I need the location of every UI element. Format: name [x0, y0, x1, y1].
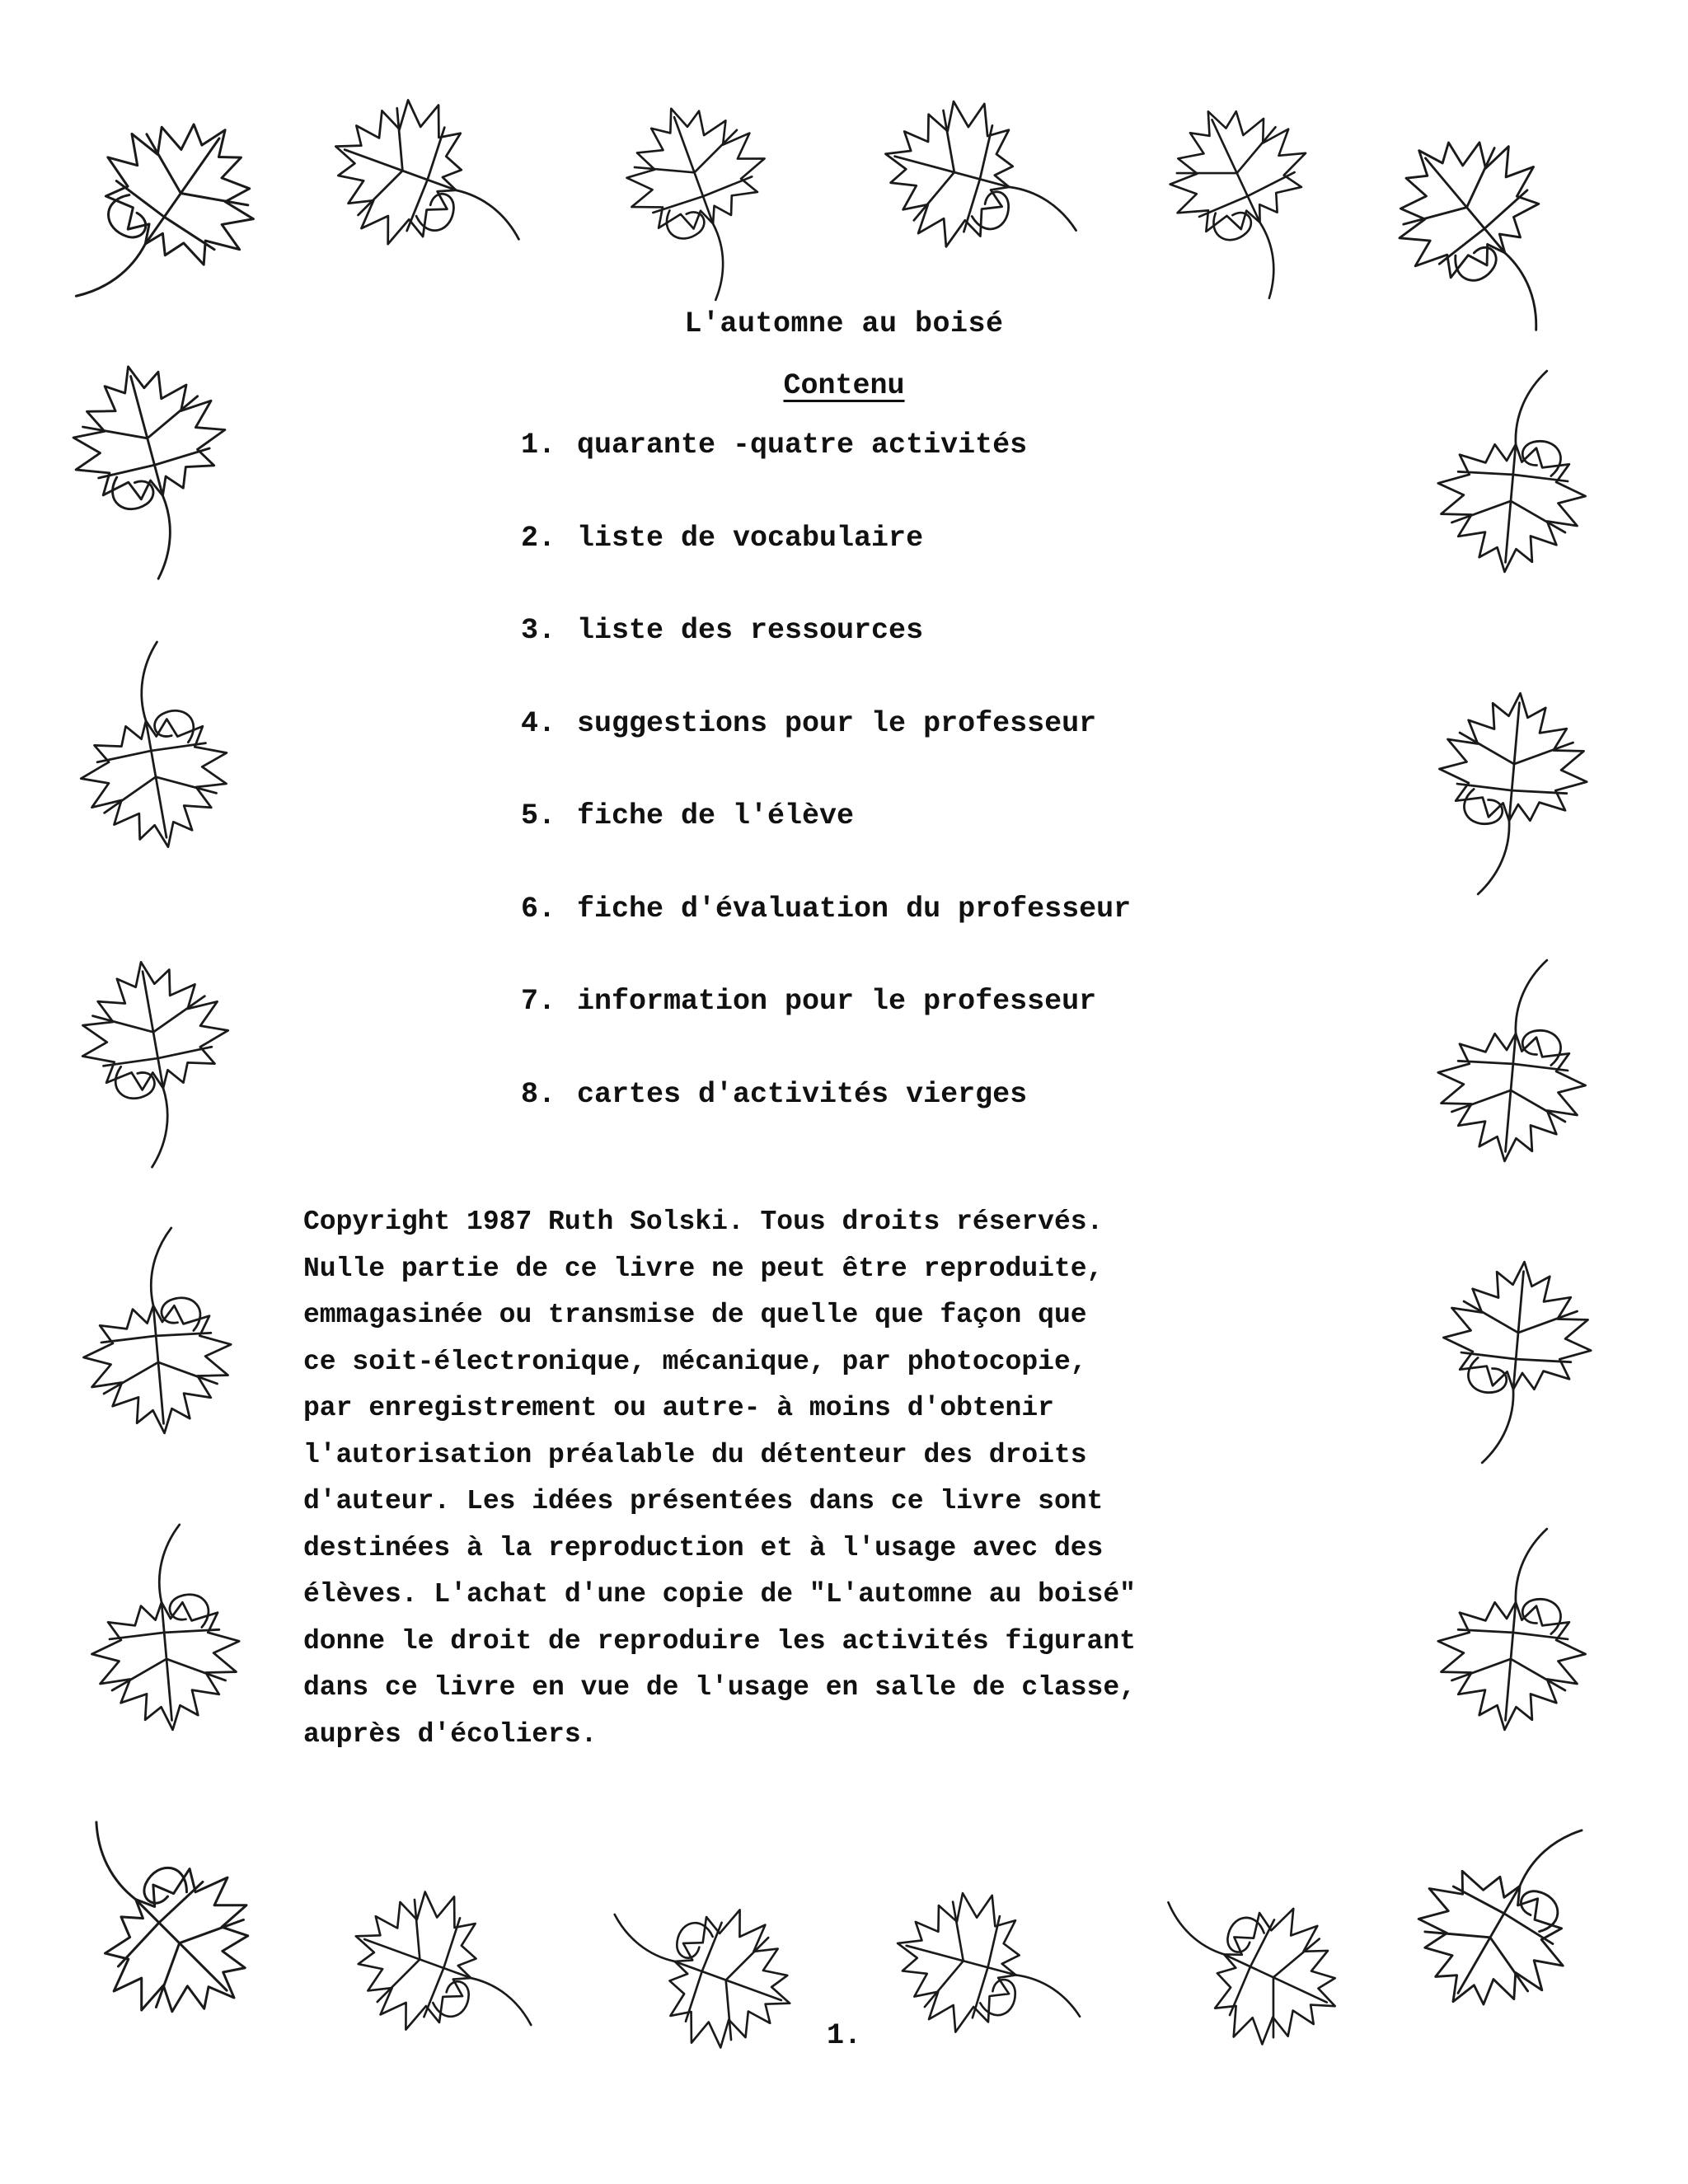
contents-item [521, 799, 1263, 893]
copyright-line: par enregistrement ou autre- à moins d'obtenir [303, 1393, 1054, 1423]
contents-item [521, 985, 1263, 1078]
item-number: 3. [521, 614, 556, 647]
maple-leaf-icon [70, 1834, 260, 2023]
copyright-line: dans ce livre en vue de l'usage en salle de classe, [303, 1672, 1136, 1703]
item-text: fiche de l'élève [577, 799, 855, 832]
maple-leaf-icon [1422, 1257, 1611, 1446]
item-number: 8. [521, 1077, 556, 1111]
maple-leaf-icon [1418, 688, 1607, 878]
maple-leaf-icon [1418, 387, 1607, 577]
contents-heading: Contenu [783, 369, 905, 402]
maple-leaf-icon [74, 115, 264, 305]
item-number: 2. [521, 521, 556, 555]
item-text: information pour le professeur [577, 985, 1097, 1018]
copyright-line: Copyright 1987 Ruth Solski. Tous droits réservés. [303, 1207, 1104, 1237]
copyright-line: élèves. L'achat d'une copie de "L'automne au boisé" [303, 1579, 1136, 1610]
maple-leaf-icon [606, 95, 795, 284]
copyright-line: auprès d'écoliers. [303, 1718, 598, 1750]
item-number: 6. [521, 892, 556, 926]
item-number: 5. [521, 799, 556, 832]
copyright-line: d'auteur. Les idées présentées dans ce livre sont [303, 1486, 1104, 1516]
item-text: cartes d'activités vierges [577, 1077, 1028, 1111]
maple-leaf-icon [878, 82, 1067, 272]
contents-item [521, 893, 1263, 986]
maple-leaf-icon [62, 1249, 251, 1438]
contents-item [521, 707, 1263, 800]
maple-leaf-icon [1150, 95, 1339, 284]
page-number: 1. [826, 2019, 861, 2052]
item-number: 7. [521, 985, 556, 1018]
maple-leaf-icon [1405, 1825, 1595, 2015]
item-text: quarante -quatre activités [577, 429, 1028, 462]
item-text: fiche d'évaluation du professeur [577, 892, 1132, 926]
copyright-line: ce soit-électronique, mécanique, par photocopie, [303, 1346, 1087, 1377]
copyright-line: destinées à la reproduction et à l'usage avec des [303, 1532, 1104, 1563]
maple-leaf-icon [1385, 128, 1574, 317]
contents-item [521, 429, 1263, 522]
maple-leaf-icon [326, 82, 515, 272]
copyright-line: donne le droit de reproduire les activités figurant [303, 1625, 1136, 1657]
maple-leaf-icon [58, 663, 247, 853]
item-number: 1. [521, 429, 556, 462]
maple-leaf-icon [62, 956, 251, 1146]
item-text: suggestions pour le professeur [577, 706, 1097, 740]
item-text: liste de vocabulaire [577, 521, 924, 555]
copyright-notice [303, 1199, 1292, 1758]
contents-item [521, 522, 1263, 615]
copyright-line: Nulle partie de ce livre ne peut être reproduite, [303, 1253, 1104, 1284]
maple-leaf-icon [70, 1545, 260, 1735]
contents-item [521, 614, 1263, 707]
item-number: 4. [521, 706, 556, 740]
copyright-line: l'autorisation préalable du détenteur des droits [303, 1439, 1087, 1470]
item-text: liste des ressources [577, 614, 924, 647]
contents-item [521, 1078, 1263, 1171]
maple-leaf-icon [1418, 977, 1607, 1166]
contents-list [521, 429, 1263, 1170]
maple-leaf-icon [1418, 1545, 1607, 1735]
copyright-line: emmagasinée ou transmise de quelle que façon que [303, 1300, 1087, 1330]
page-title: L'automne au boisé [684, 307, 1004, 340]
